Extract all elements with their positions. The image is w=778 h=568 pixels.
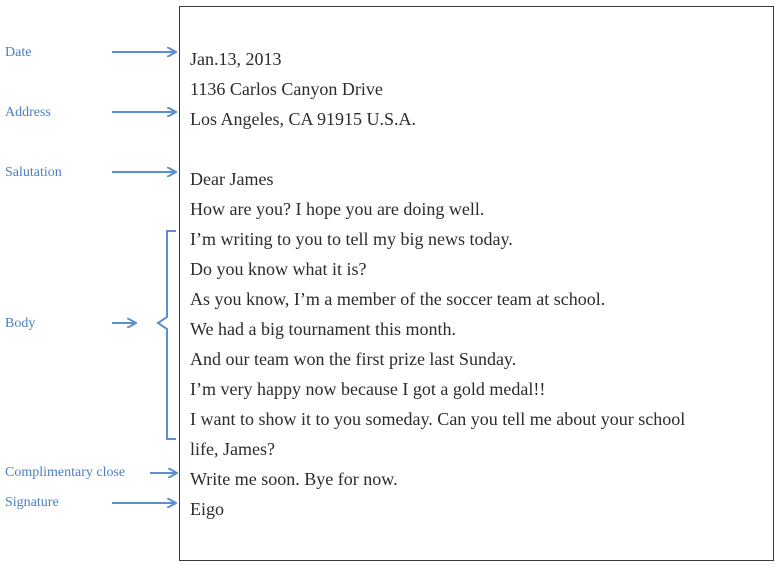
letter-address-line-1: 1136 Carlos Canyon Drive	[190, 79, 383, 99]
letter-signature: Eigo	[190, 499, 224, 519]
letter-complimentary-close: Write me soon. Bye for now.	[190, 469, 398, 489]
letter-salutation: Dear James	[190, 169, 274, 189]
label-address: Address	[5, 105, 51, 120]
label-salutation: Salutation	[5, 165, 62, 180]
letter-date: Jan.13, 2013	[190, 49, 282, 69]
letter-body-line: Do you know what it is?	[190, 259, 367, 279]
letter-body-line: How are you? I hope you are doing well.	[190, 199, 485, 219]
label-date: Date	[5, 45, 32, 60]
label-complimentary-close: Complimentary close	[5, 465, 126, 480]
letter-body-line: I’m very happy now because I got a gold medal!!	[190, 379, 546, 399]
label-signature: Signature	[5, 495, 59, 510]
letter-address-line-2: Los Angeles, CA 91915 U.S.A.	[190, 109, 417, 129]
letter-body-line: I’m writing to you to tell my big news today.	[190, 229, 513, 249]
letter-body-line: As you know, I’m a member of the soccer team at school.	[190, 289, 606, 309]
label-body: Body	[5, 316, 36, 331]
body-bracket	[158, 231, 176, 439]
letter-body-line: life, James?	[190, 439, 275, 459]
letter-body-line: And our team won the first prize last Sunday.	[190, 349, 517, 369]
letter-body-line: We had a big tournament this month.	[190, 319, 457, 339]
letter-body-line: I want to show it to you someday. Can you tell me about your school	[190, 409, 686, 429]
